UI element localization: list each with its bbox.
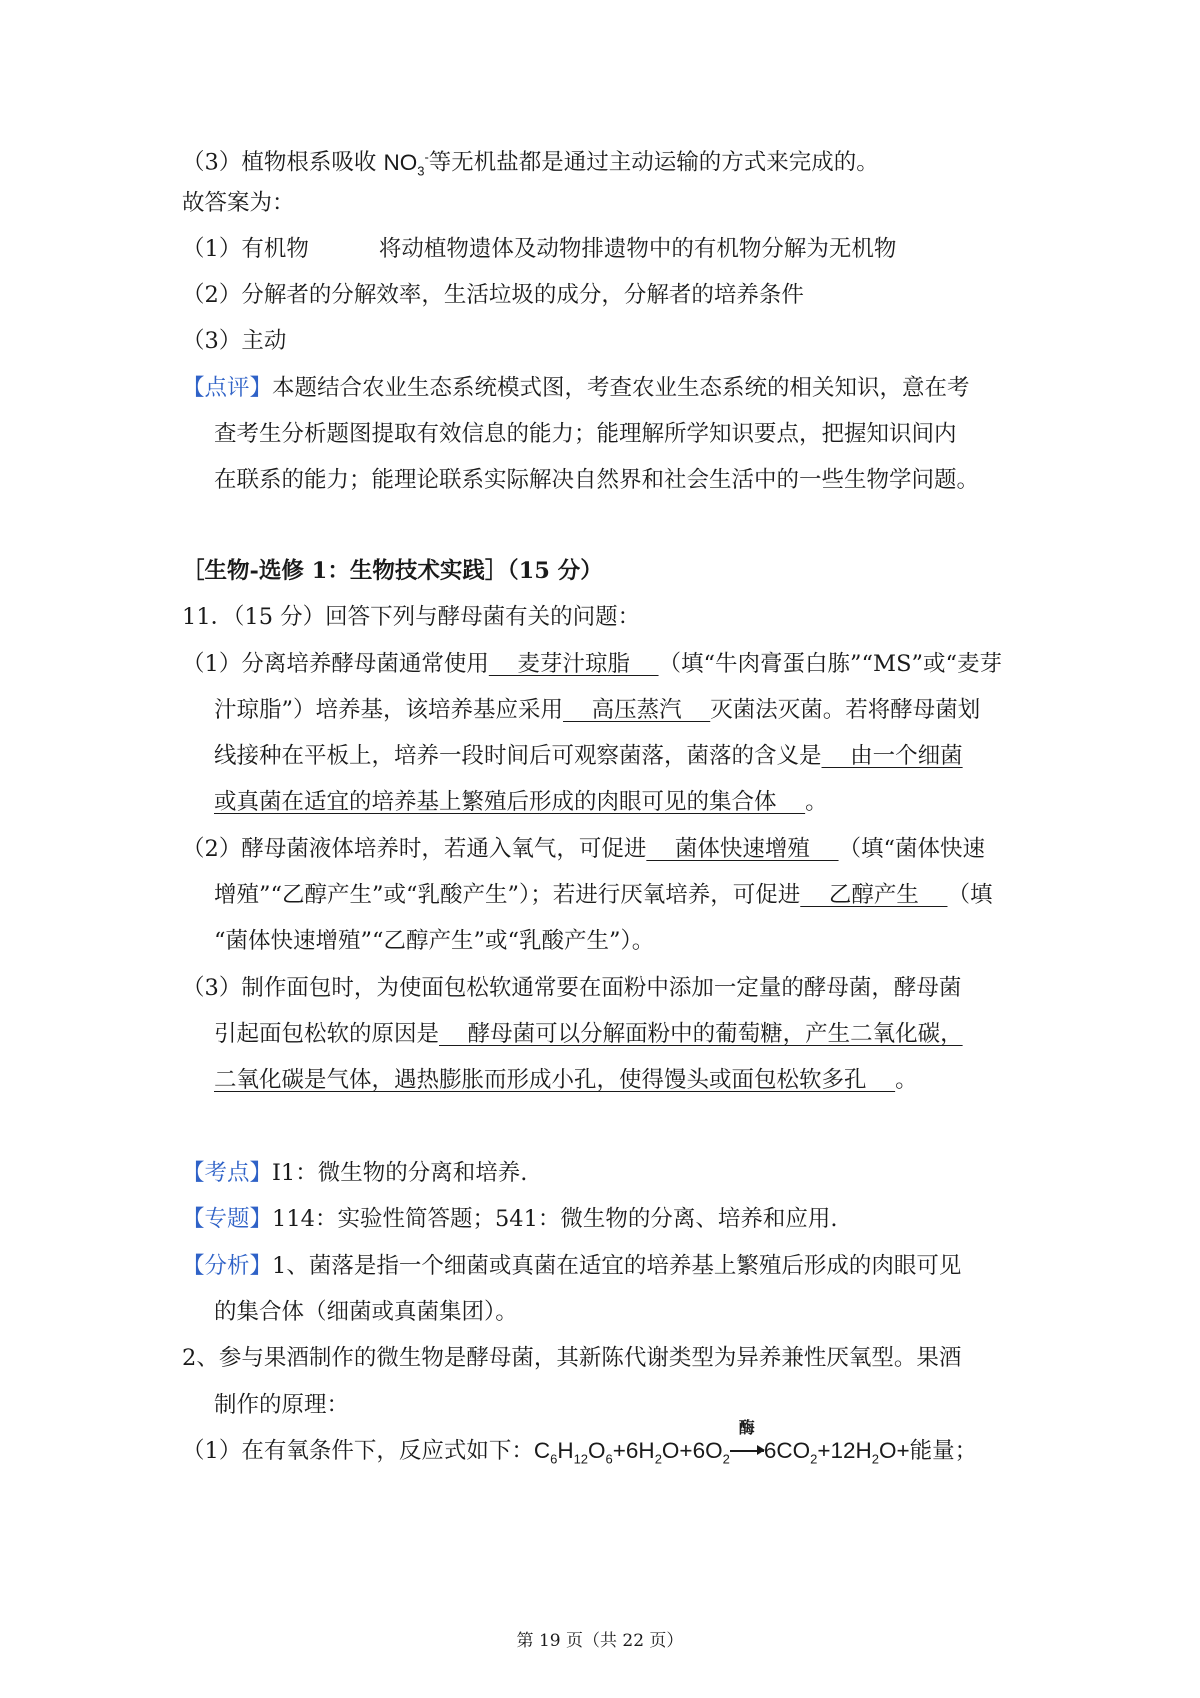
q-part2-line2: 增殖”“乙醇产生”或“乳酸产生”）；若进行厌氧培养，可促进 乙醇产生 （填: [214, 882, 993, 908]
section-header: ［生物-选修 1：生物技术实践］（15 分）: [182, 558, 603, 584]
answer-2: （2）分解者的分解效率，生活垃圾的成分，分解者的培养条件: [182, 282, 804, 308]
review-line-1: 【点评】本题结合农业生态系统模式图，考查农业生态系统的相关知识，意在考: [182, 375, 970, 401]
enzyme-arrow: 酶: [730, 1436, 764, 1466]
q-part3-line3: 二氧化碳是气体，遇热膨胀而形成小孔，使得馒头或面包松软多孔 。: [214, 1067, 918, 1093]
line-nutrient: （3）植物根系吸收 $NO_3^-$等无机盐都是通过主动运输的方式来完成的。: [182, 149, 879, 178]
review-tag: 【点评】: [182, 375, 273, 401]
q-part3-line1: （3）制作面包时，为使面包松软通常要在面粉中添加一定量的酵母菌，酵母菌: [182, 975, 962, 1001]
fenxi-tag: 【分析】: [182, 1253, 273, 1279]
q-part1-line4: 或真菌在适宜的培养基上繁殖后形成的肉眼可见的集合体 。: [214, 789, 828, 815]
q-part2-line3: “菌体快速增殖”“乙醇产生”或“乳酸产生”）。: [214, 928, 655, 954]
reaction-equation: （1）在有氧条件下，反应式如下：$C_6H_{12}O_6+6H_2O+6O_2$ 酶 $6CO_2+12H_2O+$能量；: [182, 1418, 978, 1467]
fenxi-line-2: 的集合体（细菌或真菌集团）。: [214, 1299, 518, 1325]
kaodian-line: 【考点】I1：微生物的分离和培养.: [182, 1160, 528, 1186]
equation-rhs: $6CO_2+12H_2O+$能量；: [763, 1438, 978, 1467]
q-part1-line1: （1）分离培养酵母菌通常使用 麦芽汁琼脂 （填“牛肉膏蛋白胨”“MS”或“麦芽: [182, 651, 1003, 677]
point2-line-2: 制作的原理：: [214, 1392, 350, 1418]
q-part1-line3: 线接种在平板上，培养一段时间后可观察菌落，菌落的含义是 由一个细菌: [214, 743, 963, 769]
q-part3-line2: 引起面包松软的原因是 酵母菌可以分解面粉中的葡萄糖，产生二氧化碳，: [214, 1021, 963, 1047]
kaodian-tag: 【考点】: [182, 1160, 273, 1186]
point2-line-1: 2、参与果酒制作的微生物是酵母菌，其新陈代谢类型为异养兼性厌氧型。果酒: [182, 1345, 962, 1371]
review-line-3: 在联系的能力；能理论联系实际解决自然界和社会生活中的一些生物学问题。: [214, 467, 980, 493]
review-line-2: 查考生分析题图提取有效信息的能力；能理解所学知识要点，把握知识间内: [214, 421, 957, 447]
zhuanti-tag: 【专题】: [182, 1206, 273, 1232]
q-part2-line1: （2）酵母菌液体培养时，若通入氧气，可促进 菌体快速增殖 （填“菌体快速: [182, 836, 986, 862]
page-footer: 第 19 页（共 22 页）: [516, 1631, 684, 1651]
answer-heading: 故答案为：: [182, 190, 295, 216]
fenxi-line-1: 【分析】1、菌落是指一个细菌或真菌在适宜的培养基上繁殖后形成的肉眼可见: [182, 1253, 962, 1279]
answer-3: （3）主动: [182, 328, 287, 354]
q-part1-line2: 汁琼脂”）培养基，该培养基应采用 高压蒸汽 灭菌法灭菌。若将酵母菌划: [214, 697, 981, 723]
equation-lhs: $C_6H_{12}O_6+6H_2O+6O_2$: [533, 1438, 730, 1467]
question-title: 11．（15 分）回答下列与酵母菌有关的问题：: [182, 604, 641, 630]
answer-1: （1）有机物 将动植物遗体及动物排遗物中的有机物分解为无机物: [182, 236, 897, 262]
zhuanti-line: 【专题】114：实验性简答题；541：微生物的分离、培养和应用.: [182, 1206, 838, 1232]
